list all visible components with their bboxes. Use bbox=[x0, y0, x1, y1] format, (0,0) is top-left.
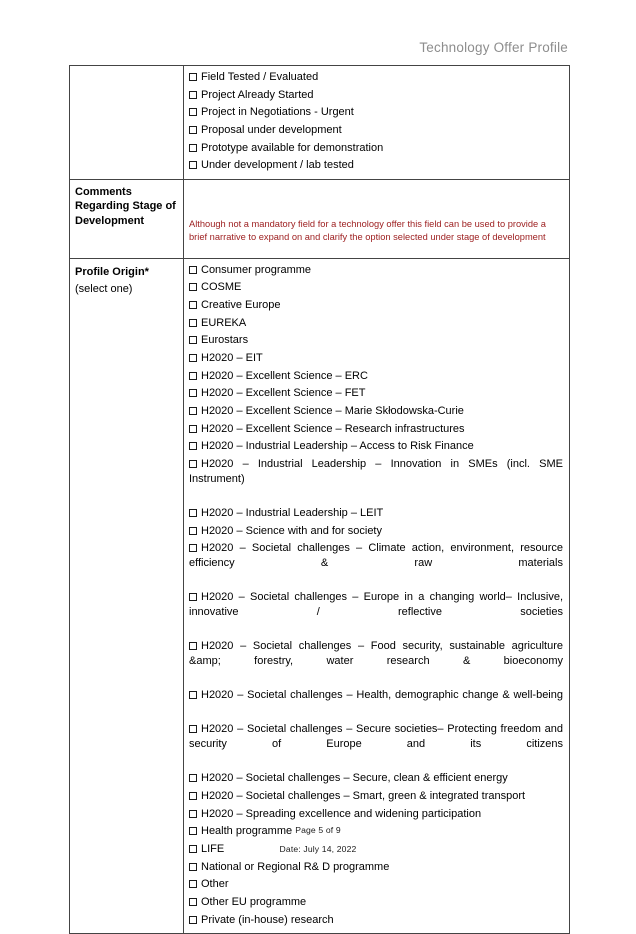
checkbox-option-label: H2020 – Excellent Science – Research infrastructures bbox=[201, 422, 465, 435]
checkbox-option[interactable] bbox=[189, 70, 563, 85]
checkbox-icon[interactable] bbox=[189, 301, 197, 309]
checkbox-option[interactable] bbox=[189, 771, 563, 786]
checkbox-icon[interactable] bbox=[189, 880, 197, 888]
checkbox-option-label: Consumer programme bbox=[201, 263, 312, 276]
checkbox-option[interactable] bbox=[189, 386, 563, 401]
comments-input-area[interactable] bbox=[189, 184, 561, 218]
checkbox-option[interactable] bbox=[189, 141, 563, 156]
checkbox-option[interactable] bbox=[189, 913, 563, 928]
checkbox-icon[interactable] bbox=[189, 336, 197, 344]
stage-of-development-options-cell bbox=[184, 66, 570, 180]
checkbox-option[interactable] bbox=[189, 123, 563, 138]
checkbox-option-label: H2020 – Industrial Leadership – LEIT bbox=[201, 506, 384, 519]
checkbox-option-label: Prototype available for demonstration bbox=[201, 141, 384, 154]
checkbox-option[interactable] bbox=[189, 590, 563, 636]
stage-of-development-checkbox-list bbox=[184, 66, 569, 179]
checkbox-option-label: H2020 – Societal challenges – Smart, green & integrated transport bbox=[201, 789, 526, 802]
checkbox-option-label: H2020 – Industrial Leadership – Access to Risk Finance bbox=[201, 440, 474, 453]
checkbox-option-label: H2020 – Societal challenges – Secure, clean & efficient energy bbox=[201, 772, 508, 785]
checkbox-icon[interactable] bbox=[189, 354, 197, 362]
checkbox-icon[interactable] bbox=[189, 810, 197, 818]
checkbox-option-label: Private (in-house) research bbox=[201, 913, 334, 926]
checkbox-option-label: Health programme bbox=[201, 825, 293, 838]
checkbox-option-label: Other bbox=[201, 878, 229, 891]
checkbox-option[interactable] bbox=[189, 722, 563, 768]
checkbox-icon[interactable] bbox=[189, 319, 197, 327]
checkbox-option-label: Project Already Started bbox=[201, 88, 314, 101]
checkbox-icon[interactable] bbox=[189, 792, 197, 800]
checkbox-icon[interactable] bbox=[189, 725, 197, 733]
checkbox-icon[interactable] bbox=[189, 691, 197, 699]
checkbox-icon[interactable] bbox=[189, 425, 197, 433]
checkbox-icon[interactable] bbox=[189, 73, 197, 81]
checkbox-icon[interactable] bbox=[189, 642, 197, 650]
checkbox-option-label: Project in Negotiations - Urgent bbox=[201, 106, 354, 119]
comments-label-cell bbox=[70, 179, 184, 258]
checkbox-option[interactable] bbox=[189, 263, 563, 278]
footer-date: Date: July 14, 2022 bbox=[279, 843, 357, 854]
checkbox-icon[interactable] bbox=[189, 91, 197, 99]
comments-content-cell[interactable] bbox=[184, 179, 570, 258]
table-row-stage-of-development bbox=[70, 66, 570, 180]
checkbox-option-label: H2020 – Societal challenges – Food security, sustainable agriculture &amp; forestry, water research & bioeconomy bbox=[189, 640, 563, 668]
checkbox-option-label: H2020 – Societal challenges – Health, demographic change & well-being bbox=[201, 689, 563, 702]
checkbox-option[interactable] bbox=[189, 439, 563, 454]
checkbox-option[interactable] bbox=[189, 280, 563, 295]
stage-of-development-label-cell bbox=[70, 66, 184, 180]
checkbox-icon[interactable] bbox=[189, 389, 197, 397]
checkbox-option-label: EUREKA bbox=[201, 316, 247, 329]
checkbox-icon[interactable] bbox=[189, 863, 197, 871]
footer-page-number: Page 5 of 9 bbox=[295, 825, 341, 835]
checkbox-option[interactable] bbox=[189, 158, 563, 173]
checkbox-option[interactable] bbox=[189, 541, 563, 587]
checkbox-icon[interactable] bbox=[189, 372, 197, 380]
checkbox-option[interactable] bbox=[189, 298, 563, 313]
checkbox-option-label: Field Tested / Evaluated bbox=[201, 71, 319, 83]
checkbox-option[interactable] bbox=[189, 316, 563, 331]
checkbox-option-label: COSME bbox=[201, 281, 242, 294]
checkbox-option-label: LIFE bbox=[201, 842, 225, 855]
comments-guidance-note: Although not a mandatory field for a technology offer this field can be used to provide a brief narrative to expand on and clarify the option selected under stage of development bbox=[189, 218, 546, 242]
checkbox-option[interactable] bbox=[189, 88, 563, 103]
checkbox-icon[interactable] bbox=[189, 161, 197, 169]
checkbox-icon[interactable] bbox=[189, 544, 197, 552]
checkbox-option[interactable] bbox=[189, 860, 563, 875]
technology-offer-form-table bbox=[69, 65, 570, 934]
checkbox-option[interactable] bbox=[189, 877, 563, 892]
checkbox-icon[interactable] bbox=[189, 283, 197, 291]
checkbox-icon[interactable] bbox=[189, 126, 197, 134]
checkbox-option[interactable] bbox=[189, 369, 563, 384]
checkbox-option-label: H2020 – Societal challenges – Europe in a changing world– Inclusive, innovative / reflective societies bbox=[189, 591, 563, 619]
checkbox-icon[interactable] bbox=[189, 460, 197, 468]
checkbox-option[interactable] bbox=[189, 351, 563, 366]
checkbox-option[interactable] bbox=[189, 688, 563, 718]
checkbox-icon[interactable] bbox=[189, 108, 197, 116]
checkbox-option-label: H2020 – Industrial Leadership – Innovation in SMEs (incl. SME Instrument) bbox=[189, 457, 563, 486]
checkbox-icon[interactable] bbox=[189, 144, 197, 152]
checkbox-option[interactable] bbox=[189, 404, 563, 419]
profile-origin-sublabel: (select one) bbox=[75, 283, 133, 296]
checkbox-option-label: Other EU programme bbox=[201, 895, 307, 908]
profile-origin-label: Profile Origin* bbox=[75, 265, 149, 278]
checkbox-option[interactable] bbox=[189, 895, 563, 910]
checkbox-option-label: H2020 – Societal challenges – Secure societies– Protecting freedom and security of Europe and its citizens bbox=[189, 723, 563, 751]
checkbox-option[interactable] bbox=[189, 639, 563, 685]
checkbox-option[interactable] bbox=[189, 457, 563, 503]
table-row-comments bbox=[70, 179, 570, 258]
checkbox-option-label: H2020 – Spreading excellence and widening participation bbox=[201, 807, 482, 820]
checkbox-option[interactable] bbox=[189, 789, 563, 804]
checkbox-option-label: Creative Europe bbox=[201, 298, 281, 311]
checkbox-icon[interactable] bbox=[189, 916, 197, 924]
document-header-title: Technology Offer Profile bbox=[419, 40, 568, 55]
checkbox-option[interactable] bbox=[189, 506, 563, 521]
checkbox-option-label: H2020 – Science with and for society bbox=[201, 524, 382, 537]
checkbox-option-label: H2020 – Societal challenges – Climate action, environment, resource efficiency & raw materials bbox=[189, 542, 563, 570]
checkbox-option[interactable] bbox=[189, 105, 563, 120]
checkbox-option-label: H2020 – Excellent Science – FET bbox=[201, 387, 366, 400]
checkbox-icon[interactable] bbox=[189, 593, 197, 601]
checkbox-option-label: Eurostars bbox=[201, 334, 249, 347]
checkbox-option-label: H2020 – Excellent Science – Marie Skłodowska-Curie bbox=[201, 404, 464, 417]
checkbox-option[interactable] bbox=[189, 333, 563, 348]
comments-label: Comments Regarding Stage of Development bbox=[75, 185, 176, 228]
checkbox-option[interactable] bbox=[189, 807, 563, 822]
checkbox-option[interactable] bbox=[189, 422, 563, 437]
checkbox-option-label: Proposal under development bbox=[201, 124, 342, 137]
checkbox-option[interactable] bbox=[189, 524, 563, 539]
checkbox-option-label: H2020 – Excellent Science – ERC bbox=[201, 369, 368, 382]
page-footer bbox=[0, 824, 636, 857]
checkbox-icon[interactable] bbox=[189, 527, 197, 535]
checkbox-icon[interactable] bbox=[189, 266, 197, 274]
checkbox-icon[interactable] bbox=[189, 509, 197, 517]
checkbox-icon[interactable] bbox=[189, 898, 197, 906]
checkbox-icon[interactable] bbox=[189, 442, 197, 450]
checkbox-icon[interactable] bbox=[189, 407, 197, 415]
checkbox-icon[interactable] bbox=[189, 774, 197, 782]
checkbox-option-label: Under development / lab tested bbox=[201, 159, 354, 172]
checkbox-option-label: H2020 – EIT bbox=[201, 351, 263, 364]
checkbox-option-label: National or Regional R& D programme bbox=[201, 860, 390, 873]
